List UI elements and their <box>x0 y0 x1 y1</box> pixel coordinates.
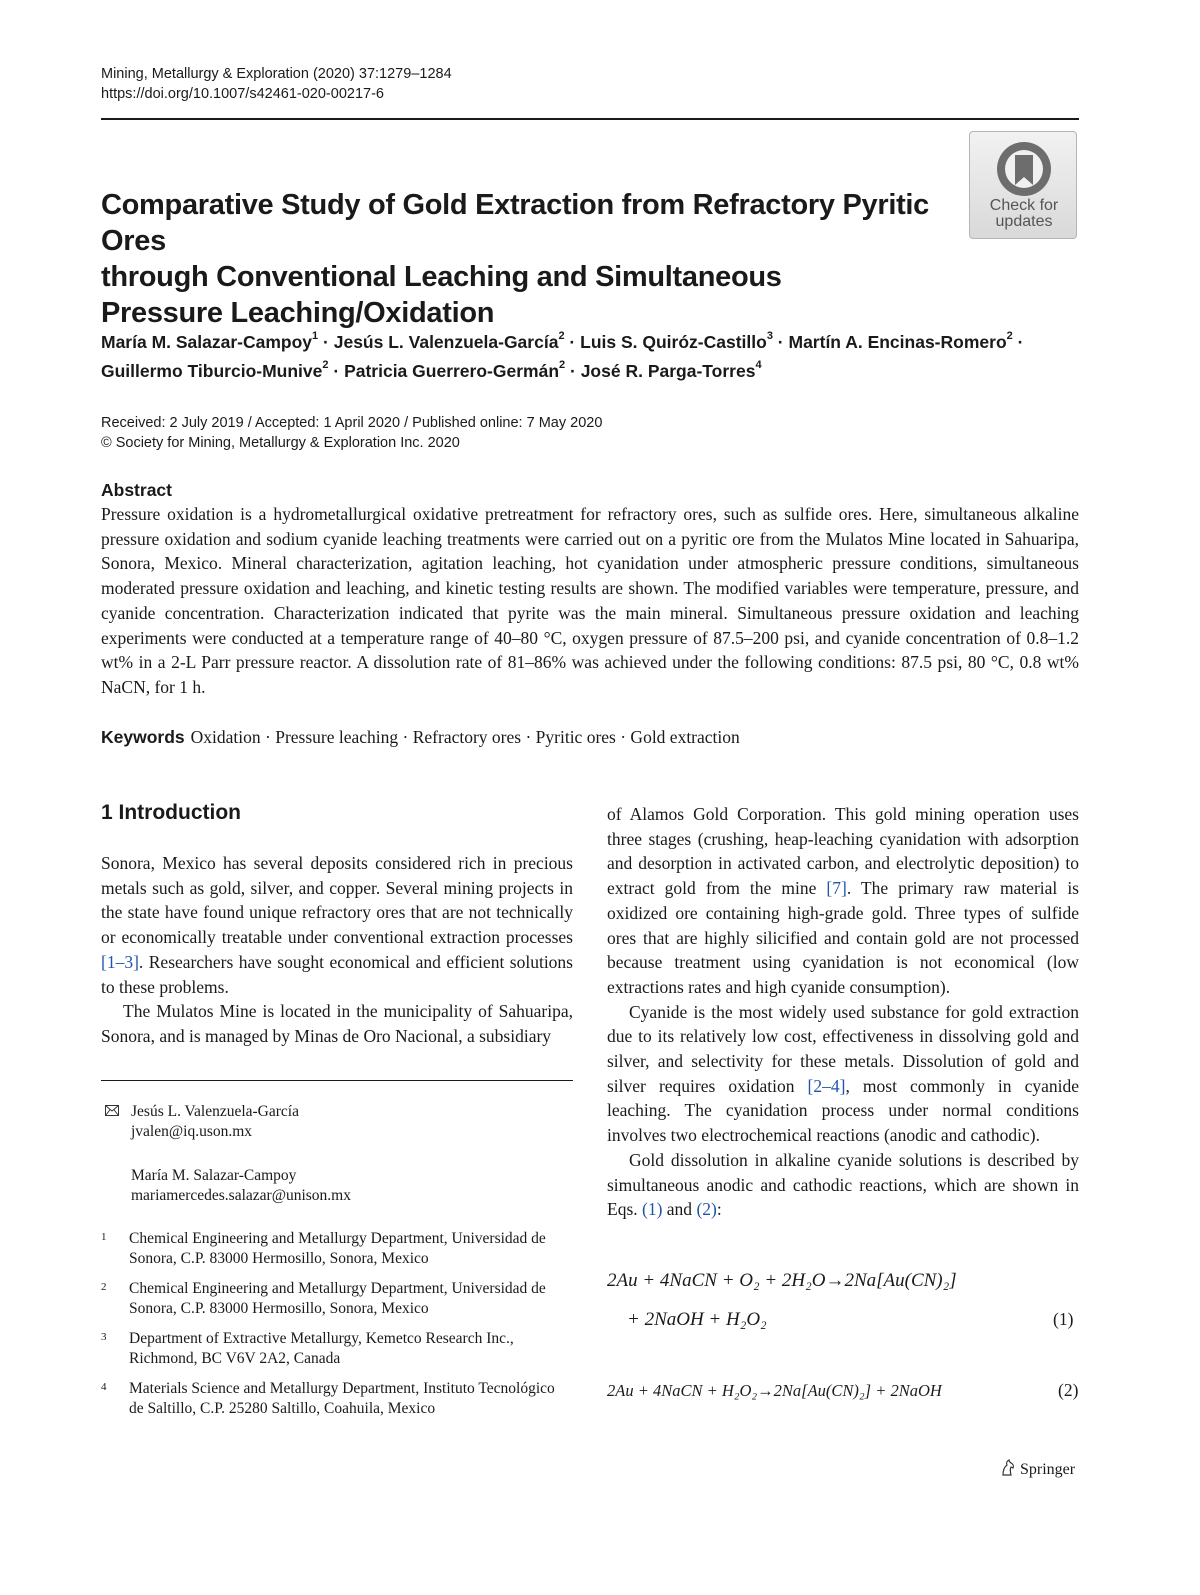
paragraph-text: and <box>662 1199 697 1220</box>
affiliation-text: Materials Science and Metallurgy Department, Instituto Tecnológico <box>129 1380 555 1397</box>
author-name[interactable]: María M. Salazar-Campoy <box>101 331 313 352</box>
publication-dates <box>101 413 602 453</box>
header-rule <box>101 118 1079 120</box>
corresponding-author-email[interactable]: mariamercedes.salazar@unison.mx <box>131 1187 351 1204</box>
check-updates-label <box>970 198 1078 230</box>
paragraph-text: Cyanide is the most widely used substance for gold extraction due to its relatively low cost, effectiveness in dissolving gold and silver, and selectivity for these metals. Dissolution of gold and silver requires oxidation <box>607 1001 1079 1096</box>
envelope-icon <box>105 1102 119 1122</box>
author-affiliation-marker: 2 <box>322 358 329 371</box>
check-updates-line-1: Check for <box>989 197 1059 214</box>
equation-link[interactable]: (2) <box>696 1199 717 1220</box>
affiliation-item <box>101 1279 573 1319</box>
equation-2: 2Au + 4NaCN + H₂O₂→2Na[Au(CN)₂] + 2NaOH <box>607 1381 942 1400</box>
paragraph-text: . Researchers have sought economical and efficient solutions to these problems. <box>101 951 573 997</box>
author-name[interactable]: Martín A. Encinas-Romero <box>788 331 1007 352</box>
affiliation-text: Chemical Engineering and Metallurgy Department, Universidad de <box>129 1230 546 1247</box>
footnote-rule <box>101 1080 573 1081</box>
paragraph-text: : <box>716 1199 722 1220</box>
paragraph-text: Gold dissolution in alkaline cyanide solutions is described by simultaneous anodic and cathodic reactions, which are shown in Eqs. <box>607 1149 1079 1220</box>
author-name[interactable]: Patricia Guerrero-Germán <box>344 360 560 381</box>
paragraph-text: . The primary raw material is oxidized ore containing high-grade gold. Three types of sulfide ores that are highly silicified and contain gold are not processed because treatment using cyanidation is not economical (low extractions rates and high cyanide consumption). <box>607 878 1079 997</box>
equation-1-number: (1) <box>1053 1309 1074 1329</box>
corresponding-author-email[interactable]: jvalen@iq.uson.mx <box>131 1123 253 1140</box>
paragraph-text: , most commonly in cyanide leaching. The cyanidation process under normal conditions involves two electrochemical reactions (anodic and cathodic). <box>607 1075 1079 1146</box>
abstract-text: Pressure oxidation is a hydrometallurgical oxidative pretreatment for refractory ores, such as sulfide ores. Here, simultaneous alkaline pressure oxidation and sodium cyanide leaching treatments were carried out on a pyritic ore from the Mulatos Mine located in Sahuaripa, Sonora, Mexico. Mineral characterization, agitation leaching, hot cyanidation under atmospheric pressure conditions, simultaneous moderated pressure oxidation and leaching, and kinetic testing results are shown. The modified variables were temperature, pressure, and cyanide concentration. Characterization indicated that pyrite was the main mineral. Simultaneous pressure oxidation and leaching experiments were conducted at a temperature range of 40–80 °C, oxygen pressure of 87.5–200 psi, and cyanide concentration of 0.8–1.2 wt% in a 2-L Parr pressure reactor. A dissolution rate of 81–86% was achieved under the following conditions: 87.5 psi, 80 °C, 0.8 wt% NaCN, for 1 h. <box>101 504 1079 697</box>
affiliation-number: 3 <box>101 1331 107 1343</box>
author-affiliation-marker: 2 <box>559 358 566 371</box>
journal-citation: Mining, Metallurgy & Exploration (2020) 37:1279–1284 <box>101 66 452 82</box>
section-heading: 1 Introduction <box>101 801 241 824</box>
citation-link[interactable]: [7] <box>826 878 847 899</box>
affiliation-number: 2 <box>101 1281 107 1293</box>
received-accepted-published: Received: 2 July 2019 / Accepted: 1 April 2020 / Published online: 7 May 2020 <box>101 415 603 431</box>
equation-1-line-2: + 2NaOH + H₂O₂ <box>627 1309 767 1330</box>
author-list: María M. Salazar-Campoy$^1$ · Jesús L. Valenzuela-García$^2$ · Luis S. Quiróz-Castillo$^3$ · Martín A. Encinas-Romero$^2$ · Guillermo Tiburcio-Munive$^2$ · Patricia Guerrero-Germán$^2$ · José R. Parga-Torres$^4$ <box>101 330 1024 381</box>
affiliation-number: 1 <box>101 1231 107 1243</box>
affiliation-text: Department of Extractive Metallurgy, Kemetco Research Inc., <box>129 1330 514 1347</box>
affiliation-text: de Saltillo, C.P. 25280 Saltillo, Coahuila, Mexico <box>129 1400 436 1417</box>
author-name[interactable]: José R. Parga-Torres <box>580 360 756 381</box>
author-affiliation-marker: 1 <box>312 330 319 342</box>
affiliation-text: Sonora, C.P. 83000 Hermosillo, Sonora, Mexico <box>129 1300 429 1317</box>
author-affiliation-marker: 2 <box>1006 330 1013 342</box>
author-affiliation-marker: 3 <box>766 330 773 342</box>
affiliation-text: Chemical Engineering and Metallurgy Department, Universidad de <box>129 1280 546 1297</box>
author-affiliation-marker: 4 <box>755 358 762 371</box>
keywords-label: Keywords <box>101 727 185 747</box>
author-name[interactable]: Guillermo Tiburcio-Munive <box>101 360 323 381</box>
right-column-text <box>607 802 1079 1222</box>
check-for-updates-button[interactable] <box>969 131 1077 239</box>
equation-link[interactable]: (1) <box>642 1199 663 1220</box>
correspondence-block <box>131 1102 351 1206</box>
bookmark-ring-icon <box>994 139 1054 199</box>
publisher-logo <box>1000 1459 1075 1480</box>
paper-title <box>101 187 961 331</box>
affiliation-number: 4 <box>101 1381 107 1393</box>
keywords <box>101 725 740 749</box>
affiliation-item <box>101 1379 573 1419</box>
affiliation-list <box>101 1229 573 1419</box>
left-column-text <box>101 851 573 1049</box>
title-line-2: through Conventional Leaching and Simultaneous <box>101 261 782 293</box>
author-name[interactable]: Jesús L. Valenzuela-García <box>333 331 559 352</box>
equation-1-line-1: 2Au + 4NaCN + O₂ + 2H₂O→2Na[Au(CN)₂] <box>607 1270 957 1291</box>
doi-link[interactable]: https://doi.org/10.1007/s42461-020-00217-6 <box>101 86 384 102</box>
affiliation-item <box>101 1229 573 1269</box>
paragraph-text: of Alamos Gold Corporation. This gold mining operation uses three stages (crushing, heap-leaching cyanidation with adsorption and desorption in activated carbon, and electrolytic deposition) to extract gold from the mine <box>607 804 1079 899</box>
author-affiliation-marker: 2 <box>558 330 565 342</box>
corresponding-author-name: Jesús L. Valenzuela-García <box>131 1103 299 1120</box>
affiliation-text: Sonora, C.P. 83000 Hermosillo, Sonora, Mexico <box>129 1250 429 1267</box>
keywords-list: Oxidation · Pressure leaching · Refractory ores · Pyritic ores · Gold extraction <box>190 727 740 747</box>
paragraph <box>607 1148 1079 1222</box>
title-line-1: Comparative Study of Gold Extraction from Refractory Pyritic Ores <box>101 189 930 257</box>
publisher-name: Springer <box>1020 1461 1076 1478</box>
check-updates-line-2: updates <box>995 213 1053 230</box>
springer-horse-icon <box>1000 1459 1016 1477</box>
corresponding-author-name: María M. Salazar-Campoy <box>131 1167 297 1184</box>
title-line-3: Pressure Leaching/Oxidation <box>101 297 495 329</box>
author-name[interactable]: Luis S. Quiróz-Castillo <box>580 331 767 352</box>
paragraph <box>607 802 1079 1000</box>
copyright-notice: © Society for Mining, Metallurgy & Exploration Inc. 2020 <box>101 435 460 451</box>
affiliation-text: Richmond, BC V6V 2A2, Canada <box>129 1350 341 1367</box>
paragraph-text: Sonora, Mexico has several deposits considered rich in precious metals such as gold, silver, and copper. Several mining projects in the state have found unique refractory ores that are not technically or economically treatable under conventional extraction processes <box>101 853 573 948</box>
paragraph <box>101 851 573 999</box>
paragraph <box>607 1000 1079 1148</box>
paragraph: The Mulatos Mine is located in the municipality of Sahuaripa, Sonora, and is managed by Minas de Oro Nacional, a subsidiary <box>101 1001 573 1046</box>
equation-2-number: (2) <box>1058 1380 1079 1400</box>
citation-link[interactable]: [2–4] <box>807 1075 846 1096</box>
affiliation-item <box>101 1329 573 1369</box>
citation-link[interactable]: [1–3] <box>101 951 139 972</box>
abstract-heading: Abstract <box>101 480 172 500</box>
